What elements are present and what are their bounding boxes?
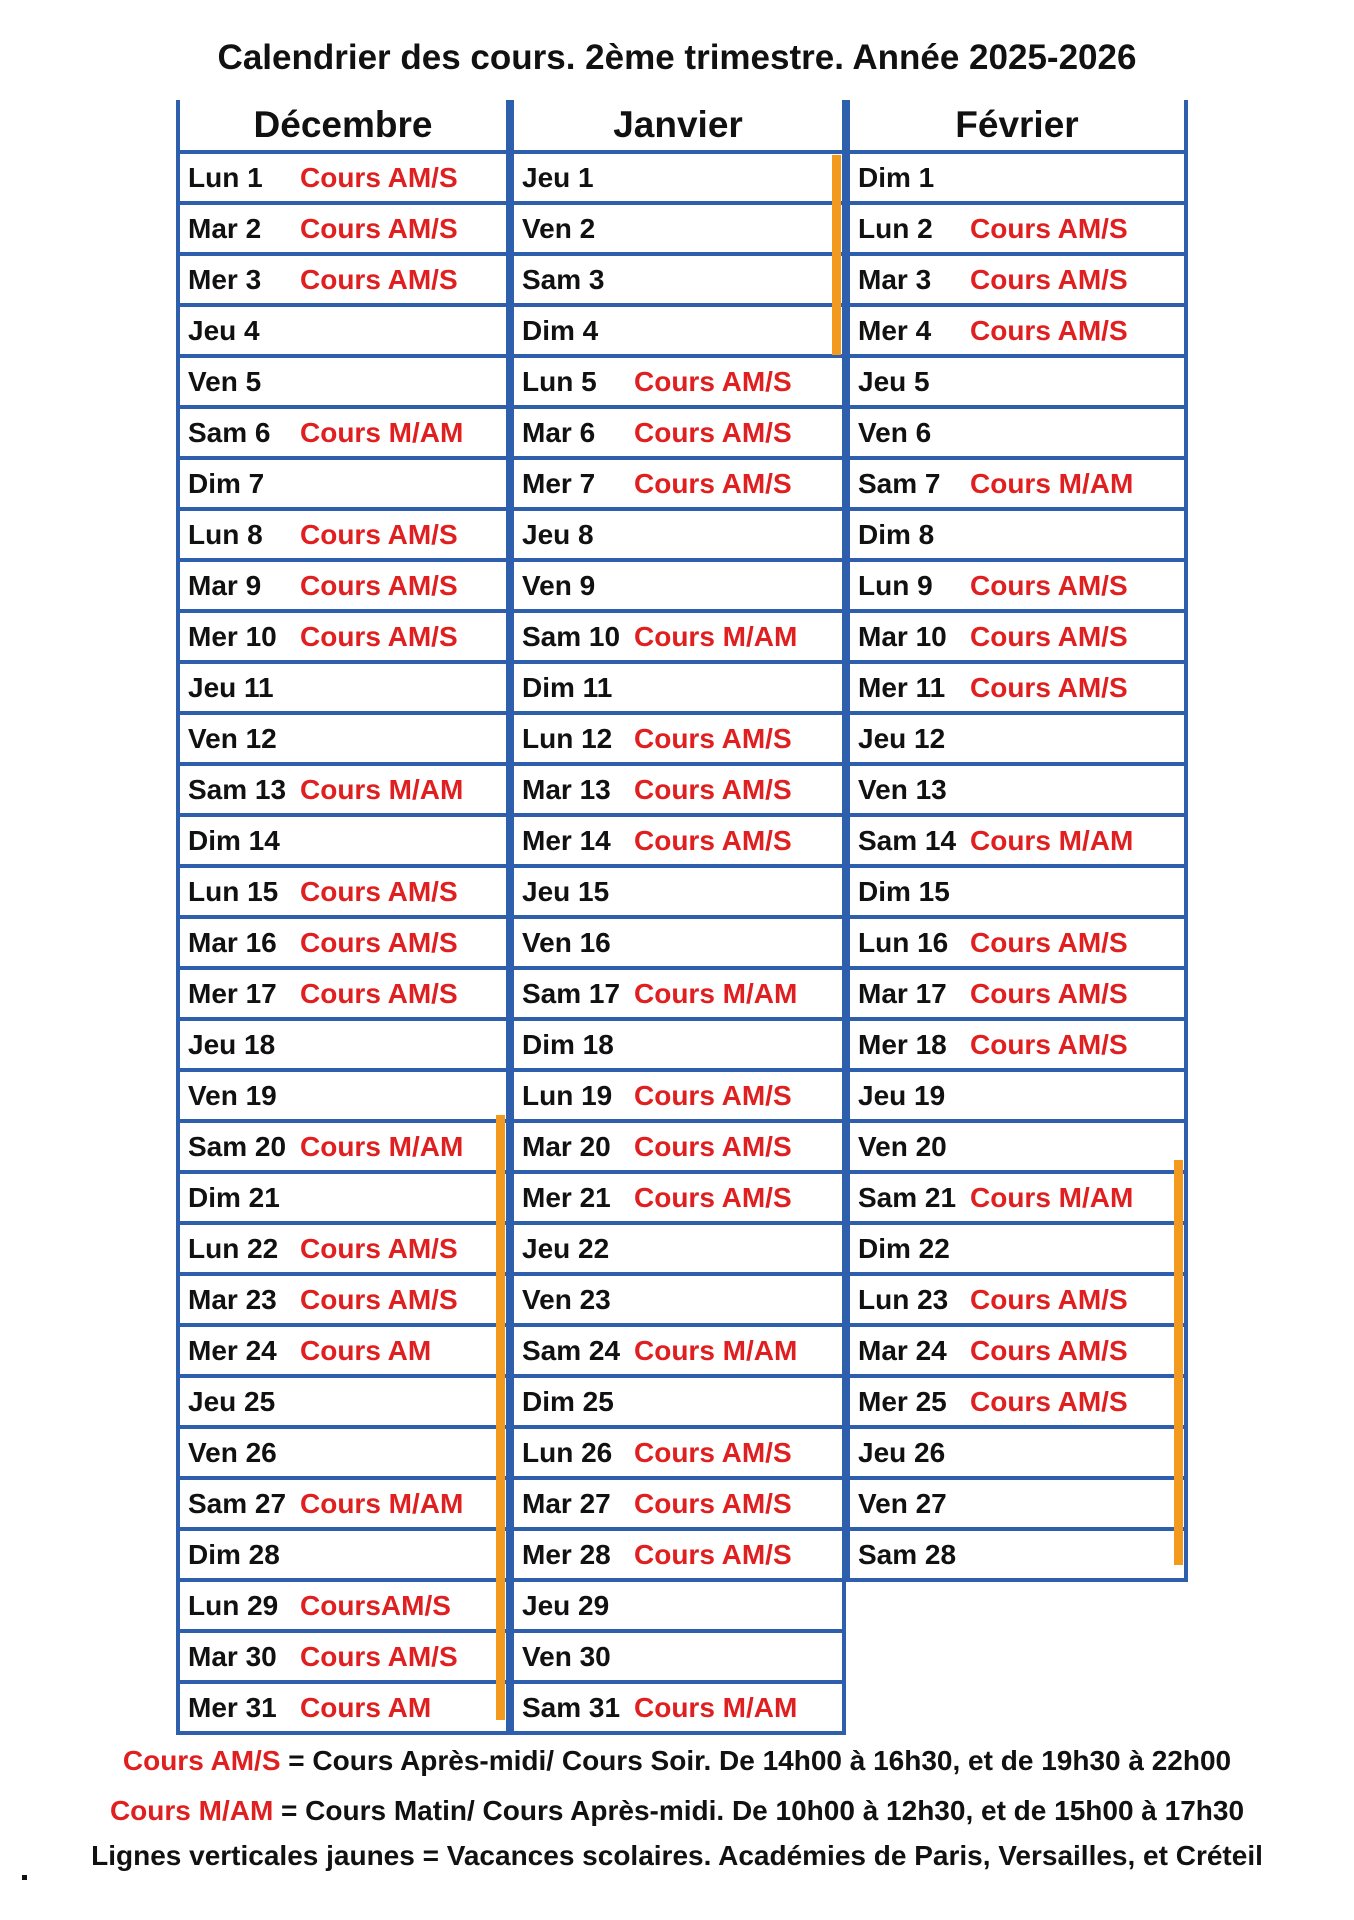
course-label: Cours AM/S — [634, 365, 792, 397]
day-label: Sam 13 — [188, 773, 287, 805]
course-label: Cours AM/S — [970, 1028, 1128, 1060]
day-row — [850, 256, 1184, 307]
day-row — [850, 1174, 1184, 1225]
page-title: Calendrier des cours. 2ème trimestre. Année 2025-2026 — [217, 38, 1137, 77]
course-label: Cours AM/S — [634, 722, 792, 754]
course-label: Cours M/AM — [970, 467, 1134, 499]
day-row — [850, 460, 1184, 511]
day-label: Mar 20 — [522, 1130, 611, 1162]
day-label: Dim 1 — [858, 161, 935, 193]
day-row — [850, 1429, 1184, 1480]
day-label: Lun 8 — [188, 518, 263, 550]
day-label: Mer 21 — [522, 1181, 611, 1213]
day-row — [850, 562, 1184, 613]
day-row — [850, 307, 1184, 358]
day-label: Sam 20 — [188, 1130, 287, 1162]
day-row — [514, 358, 842, 409]
day-label: Sam 31 — [522, 1691, 621, 1723]
day-row — [850, 1378, 1184, 1429]
day-label: Mer 17 — [188, 977, 277, 1009]
course-label: Cours M/AM — [634, 620, 798, 652]
course-label: Cours M/AM — [300, 1130, 464, 1162]
day-row — [850, 970, 1184, 1021]
day-label: Mar 3 — [858, 263, 932, 295]
day-label: Ven 12 — [188, 722, 277, 754]
day-row — [180, 1684, 506, 1735]
day-list — [850, 154, 1184, 1582]
day-row — [180, 970, 506, 1021]
day-row — [180, 307, 506, 358]
course-label: Cours AM/S — [970, 1283, 1128, 1315]
day-label: Mar 16 — [188, 926, 277, 958]
course-label: Cours AM/S — [970, 263, 1128, 295]
day-label: Mar 13 — [522, 773, 611, 805]
course-label: Cours AM/S — [634, 824, 792, 856]
day-label: Jeu 5 — [858, 365, 930, 397]
day-row — [514, 460, 842, 511]
day-label: Jeu 22 — [522, 1232, 610, 1264]
day-label: Dim 11 — [522, 671, 613, 703]
day-label: Lun 5 — [522, 365, 597, 397]
course-label: Cours M/AM — [300, 416, 464, 448]
day-label: Mer 3 — [188, 263, 262, 295]
day-row — [180, 766, 506, 817]
day-label: Mer 25 — [858, 1385, 947, 1417]
course-label: Cours M/AM — [300, 1487, 464, 1519]
day-label: Jeu 18 — [188, 1028, 276, 1060]
day-label: Ven 27 — [858, 1487, 947, 1519]
day-label: Lun 1 — [188, 161, 263, 193]
day-row — [514, 1378, 842, 1429]
day-row — [180, 715, 506, 766]
day-row — [180, 1072, 506, 1123]
vacation-line-janvier — [832, 155, 841, 355]
day-label: Sam 7 — [858, 467, 941, 499]
day-label: Jeu 26 — [858, 1436, 946, 1468]
day-row — [180, 562, 506, 613]
course-label: Cours M/AM — [634, 1691, 798, 1723]
day-label: Dim 28 — [188, 1538, 280, 1570]
day-row — [850, 715, 1184, 766]
day-row — [180, 613, 506, 664]
course-label: Cours M/AM — [970, 824, 1134, 856]
day-label: Sam 17 — [522, 977, 621, 1009]
day-label: Dim 22 — [858, 1232, 950, 1264]
vacation-line-fevrier — [1174, 1160, 1183, 1565]
course-label: Cours AM/S — [300, 875, 458, 907]
day-row — [514, 205, 842, 256]
legend-vacation — [0, 1840, 1354, 1872]
course-label: Cours M/AM — [634, 977, 798, 1009]
day-label: Lun 12 — [522, 722, 613, 754]
day-label: Ven 26 — [188, 1436, 277, 1468]
day-label: Sam 28 — [858, 1538, 957, 1570]
day-label: Mar 30 — [188, 1640, 277, 1672]
day-row — [514, 664, 842, 715]
day-label: Mar 6 — [522, 416, 596, 448]
day-label: Ven 5 — [188, 365, 262, 397]
day-label: Jeu 11 — [188, 671, 274, 703]
day-label: Sam 27 — [188, 1487, 287, 1519]
day-label: Jeu 1 — [522, 161, 594, 193]
day-label: Ven 9 — [522, 569, 596, 601]
legend-am-s — [0, 1745, 1354, 1777]
day-label: Dim 21 — [188, 1181, 280, 1213]
day-label: Lun 16 — [858, 926, 949, 958]
day-row — [850, 766, 1184, 817]
course-label: Cours AM/S — [300, 977, 458, 1009]
course-label: Cours AM/S — [300, 1232, 458, 1264]
day-row — [514, 1684, 842, 1735]
day-row — [850, 1021, 1184, 1072]
day-row — [514, 1225, 842, 1276]
day-row — [514, 817, 842, 868]
course-label: Cours AM/S — [970, 620, 1128, 652]
day-label: Mer 11 — [858, 671, 946, 703]
day-label: Mar 24 — [858, 1334, 947, 1366]
day-label: Dim 15 — [858, 875, 950, 907]
day-row — [514, 919, 842, 970]
course-label: Cours AM/S — [634, 1181, 792, 1213]
day-list — [180, 154, 506, 1735]
legend-text-m-am: = Cours Matin/ Cours Après-midi. De 10h00 à 12h30, et de 15h00 à 17h30 — [273, 1795, 1245, 1826]
course-label: Cours AM/S — [970, 671, 1128, 703]
day-label: Mar 9 — [188, 569, 262, 601]
day-row — [850, 154, 1184, 205]
day-row — [180, 409, 506, 460]
day-row — [850, 511, 1184, 562]
day-label: Ven 16 — [522, 926, 611, 958]
day-row — [514, 1531, 842, 1582]
course-label: Cours AM/S — [300, 620, 458, 652]
day-row — [180, 1123, 506, 1174]
day-row — [514, 970, 842, 1021]
day-label: Mar 2 — [188, 212, 262, 244]
day-row — [850, 1480, 1184, 1531]
day-label: Ven 2 — [522, 212, 596, 244]
day-row — [180, 1582, 506, 1633]
day-row — [514, 868, 842, 919]
day-row — [180, 1327, 506, 1378]
day-row — [514, 613, 842, 664]
day-row — [180, 817, 506, 868]
day-row — [514, 1072, 842, 1123]
day-label: Lun 22 — [188, 1232, 279, 1264]
day-label: Ven 6 — [858, 416, 932, 448]
legend-key-am-s: Cours AM/S — [122, 1745, 281, 1776]
day-row — [180, 154, 506, 205]
day-label: Mar 10 — [858, 620, 947, 652]
course-label: Cours AM — [300, 1334, 432, 1366]
course-label: Cours AM/S — [300, 263, 458, 295]
course-label: Cours AM — [300, 1691, 432, 1723]
day-label: Lun 23 — [858, 1283, 949, 1315]
course-label: Cours AM/S — [634, 1487, 792, 1519]
day-row — [180, 358, 506, 409]
day-row — [850, 1327, 1184, 1378]
day-row — [180, 664, 506, 715]
day-label: Lun 9 — [858, 569, 933, 601]
day-row — [180, 205, 506, 256]
course-label: Cours M/AM — [970, 1181, 1134, 1213]
legend-text-am-s: = Cours Après-midi/ Cours Soir. De 14h00 à 16h30, et de 19h30 à 22h00 — [280, 1745, 1232, 1776]
day-label: Mer 14 — [522, 824, 611, 856]
day-row — [850, 613, 1184, 664]
day-label: Mer 18 — [858, 1028, 947, 1060]
day-label: Ven 19 — [188, 1079, 277, 1111]
course-label: Cours AM/S — [300, 161, 458, 193]
day-label: Jeu 25 — [188, 1385, 276, 1417]
day-row — [850, 1225, 1184, 1276]
legend-m-am — [0, 1795, 1354, 1827]
course-label: Cours M/AM — [300, 773, 464, 805]
day-row — [850, 868, 1184, 919]
day-label: Mer 28 — [522, 1538, 611, 1570]
day-label: Mer 7 — [522, 467, 596, 499]
day-row — [850, 664, 1184, 715]
course-label: Cours AM/S — [970, 977, 1128, 1009]
course-label: Cours AM/S — [970, 212, 1128, 244]
month-column-fevrier — [846, 100, 1188, 1582]
day-label: Mer 31 — [188, 1691, 277, 1723]
day-label: Sam 6 — [188, 416, 271, 448]
day-row — [514, 307, 842, 358]
course-label: Cours AM/S — [970, 569, 1128, 601]
day-label: Jeu 4 — [188, 314, 260, 346]
day-label: Ven 13 — [858, 773, 947, 805]
day-row — [514, 154, 842, 205]
course-label: Cours AM/S — [970, 1385, 1128, 1417]
day-row — [180, 1480, 506, 1531]
day-label: Jeu 15 — [522, 875, 610, 907]
day-row — [850, 1276, 1184, 1327]
day-label: Dim 4 — [522, 314, 599, 346]
day-label: Sam 21 — [858, 1181, 957, 1213]
month-name: Décembre — [180, 100, 506, 154]
course-label: Cours AM/S — [300, 518, 458, 550]
day-label: Ven 20 — [858, 1130, 947, 1162]
day-label: Dim 8 — [858, 518, 935, 550]
day-row — [180, 1633, 506, 1684]
day-row — [180, 1174, 506, 1225]
day-label: Lun 15 — [188, 875, 279, 907]
course-label: Cours AM/S — [634, 416, 792, 448]
day-row — [514, 1633, 842, 1684]
course-label: Cours AM/S — [970, 1334, 1128, 1366]
day-label: Dim 7 — [188, 467, 265, 499]
day-label: Dim 25 — [522, 1385, 614, 1417]
day-row — [180, 511, 506, 562]
legend-text-vacation: Lignes verticales jaunes = Vacances scolaires. Académies de Paris, Versailles, et Créteil — [91, 1840, 1263, 1871]
course-label: Cours M/AM — [634, 1334, 798, 1366]
day-label: Jeu 12 — [858, 722, 946, 754]
day-label: Mar 17 — [858, 977, 947, 1009]
course-label: CoursAM/S — [300, 1589, 451, 1621]
month-column-decembre — [176, 100, 510, 1735]
day-label: Jeu 19 — [858, 1079, 946, 1111]
day-row — [850, 1123, 1184, 1174]
day-row — [180, 868, 506, 919]
day-row — [180, 1378, 506, 1429]
course-label: Cours AM/S — [634, 1538, 792, 1570]
day-row — [850, 817, 1184, 868]
day-label: Sam 24 — [522, 1334, 621, 1366]
day-label: Mer 24 — [188, 1334, 277, 1366]
day-row — [180, 460, 506, 511]
course-label: Cours AM/S — [970, 314, 1128, 346]
day-row — [514, 1021, 842, 1072]
day-label: Lun 29 — [188, 1589, 279, 1621]
course-label: Cours AM/S — [634, 1130, 792, 1162]
day-label: Jeu 29 — [522, 1589, 610, 1621]
day-label: Sam 10 — [522, 620, 621, 652]
course-label: Cours AM/S — [634, 1436, 792, 1468]
course-label: Cours AM/S — [300, 1640, 458, 1672]
day-row — [514, 511, 842, 562]
day-list — [514, 154, 842, 1735]
day-label: Ven 23 — [522, 1283, 611, 1315]
day-label: Lun 26 — [522, 1436, 613, 1468]
day-label: Mer 4 — [858, 314, 932, 346]
day-row — [514, 409, 842, 460]
day-row — [514, 562, 842, 613]
day-row — [850, 358, 1184, 409]
scan-dot — [22, 1875, 27, 1880]
day-row — [850, 409, 1184, 460]
day-label: Lun 19 — [522, 1079, 613, 1111]
day-label: Mar 23 — [188, 1283, 277, 1315]
day-row — [514, 256, 842, 307]
vacation-line-decembre — [496, 1115, 505, 1720]
day-row — [180, 1225, 506, 1276]
day-label: Ven 30 — [522, 1640, 611, 1672]
day-label: Dim 14 — [188, 824, 280, 856]
day-label: Mer 10 — [188, 620, 277, 652]
day-row — [514, 1429, 842, 1480]
day-row — [180, 1021, 506, 1072]
month-name: Février — [850, 100, 1184, 154]
month-name: Janvier — [514, 100, 842, 154]
day-row — [514, 766, 842, 817]
day-label: Sam 14 — [858, 824, 957, 856]
course-label: Cours AM/S — [970, 926, 1128, 958]
day-label: Sam 3 — [522, 263, 605, 295]
day-row — [180, 1531, 506, 1582]
course-label: Cours AM/S — [300, 926, 458, 958]
day-label: Mar 27 — [522, 1487, 611, 1519]
month-column-janvier — [510, 100, 846, 1735]
course-label: Cours AM/S — [300, 569, 458, 601]
day-label: Dim 18 — [522, 1028, 614, 1060]
day-row — [180, 256, 506, 307]
day-row — [514, 1327, 842, 1378]
day-row — [514, 1480, 842, 1531]
day-row — [514, 1123, 842, 1174]
day-row — [850, 1072, 1184, 1123]
day-row — [514, 1582, 842, 1633]
day-row — [180, 919, 506, 970]
day-row — [514, 715, 842, 766]
day-label: Lun 2 — [858, 212, 933, 244]
day-row — [180, 1276, 506, 1327]
day-row — [514, 1174, 842, 1225]
course-label: Cours AM/S — [300, 1283, 458, 1315]
course-label: Cours AM/S — [634, 467, 792, 499]
day-row — [850, 919, 1184, 970]
day-row — [514, 1276, 842, 1327]
course-label: Cours AM/S — [634, 773, 792, 805]
course-label: Cours AM/S — [634, 1079, 792, 1111]
day-row — [180, 1429, 506, 1480]
day-row — [850, 205, 1184, 256]
day-row — [850, 1531, 1184, 1582]
course-label: Cours AM/S — [300, 212, 458, 244]
legend-key-m-am: Cours M/AM — [109, 1795, 274, 1826]
day-label: Jeu 8 — [522, 518, 594, 550]
